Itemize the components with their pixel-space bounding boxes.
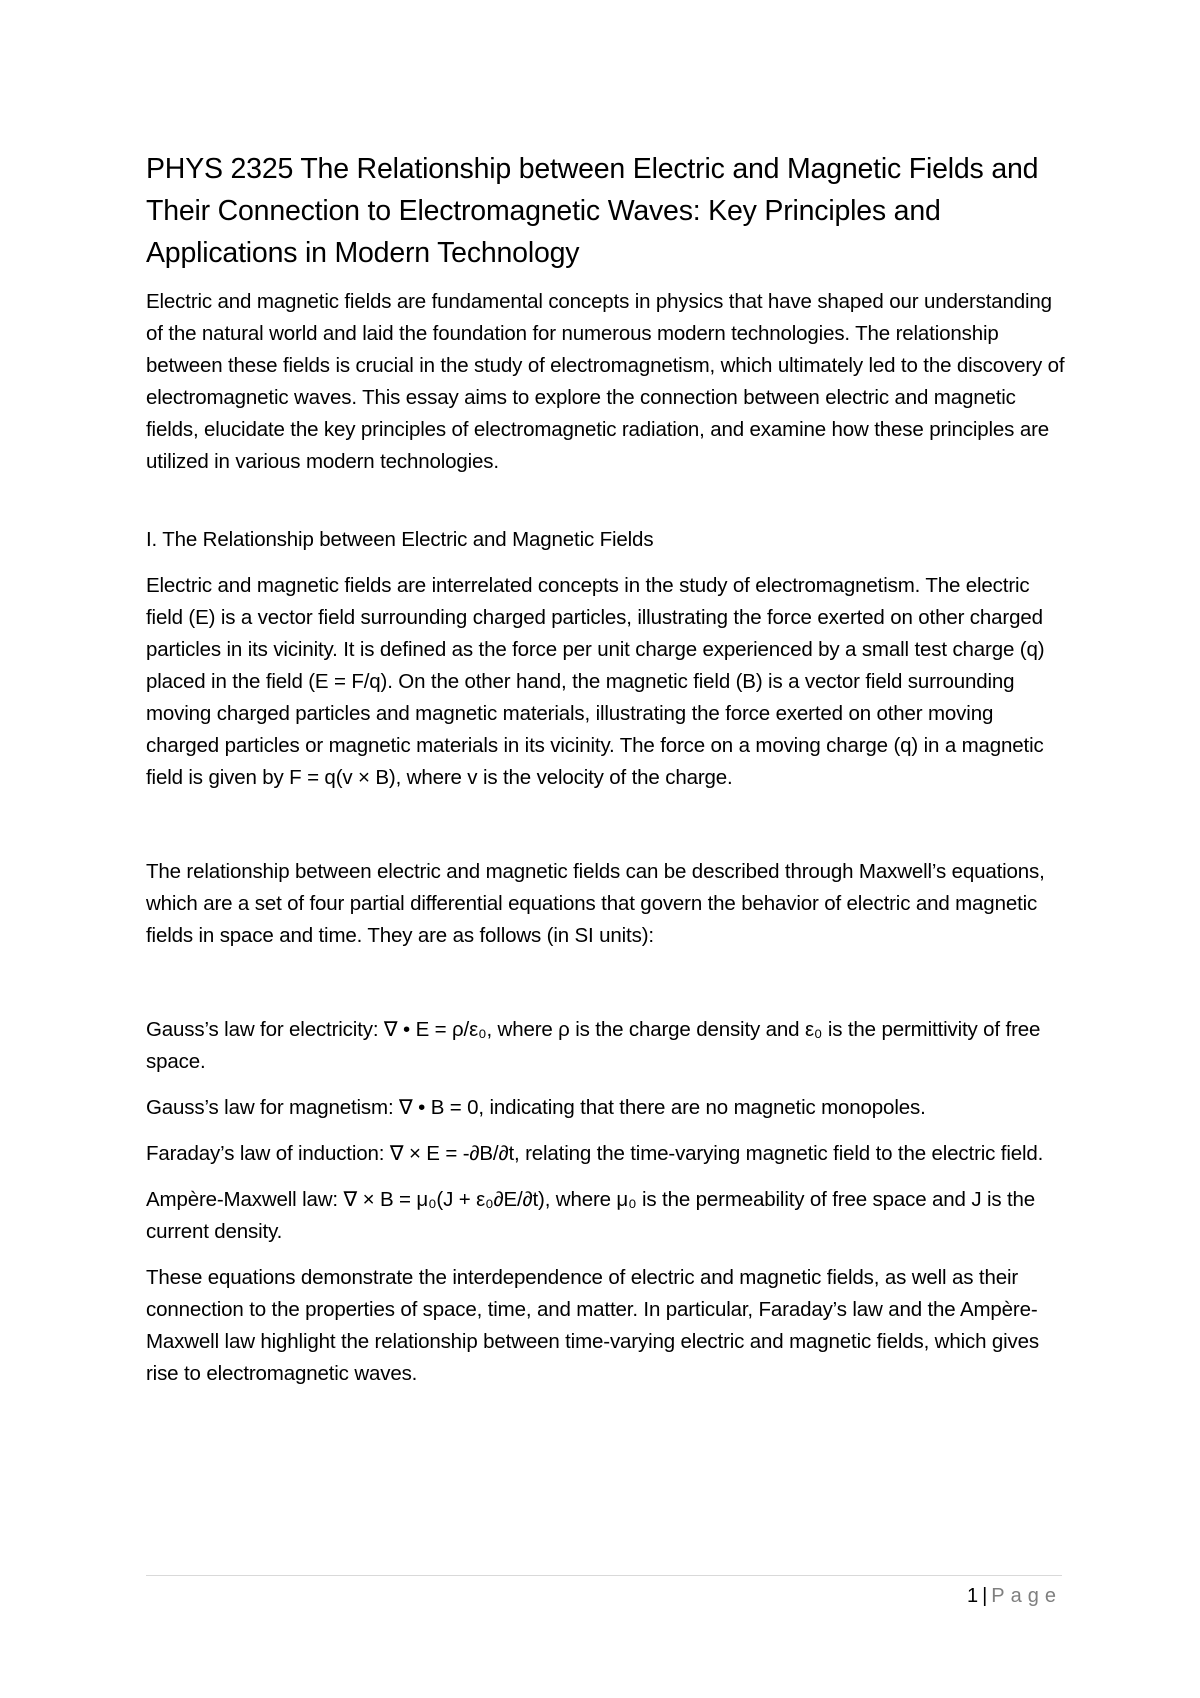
- footer-divider: [146, 1575, 1062, 1576]
- footer-separator: |: [982, 1585, 988, 1607]
- conclusion-paragraph: These equations demonstrate the interdependence of electric and magnetic fields, as well as their connection to the properties of space, time, and matter. In particular, Faraday’s law and the Ampère-Maxwell law highlight the relationship between time-varying electric and magnetic fields, which gives rise to electromagnetic waves.: [146, 1266, 1039, 1385]
- intro-paragraph: Electric and magnetic fields are fundamental concepts in physics that have shaped our understanding of the natural world and laid the foundation for numerous modern technologies. The relationship between these fields is crucial in the study of electromagnetism, which ultimately led to the discovery of electromagnetic waves. This essay aims to explore the connection between electric and magnetic fields, elucidate the key principles of electromagnetic radiation, and examine how these principles are utilized in various modern technologies.: [146, 290, 1065, 473]
- maxwell-intro-paragraph: The relationship between electric and magnetic fields can be described through Maxwell’s equations, which are a set of four partial differential equations that govern the behavior of electric and magnetic fields in space and time. They are as follows (in SI units):: [146, 860, 1045, 947]
- gauss-magnetic-equation: Gauss’s law for magnetism: ∇ • B = 0, indicating that there are no magnetic monopoles.: [146, 1096, 926, 1119]
- section-heading: I. The Relationship between Electric and Magnetic Fields: [146, 528, 654, 551]
- page-number: 1: [966, 1585, 979, 1607]
- fields-paragraph: Electric and magnetic fields are interrelated concepts in the study of electromagnetism. The electric field (E) is a vector field surrounding charged particles, illustrating the force exerted on other charged particles in its vicinity. It is defined as the force per unit charge experienced by a small test charge (q) placed in the field (E = F/q). On the other hand, the magnetic field (B) is a vector field surrounding moving charged particles and magnetic materials, illustrating the force exerted on other moving charged particles or magnetic materials in its vicinity. The force on a moving charge (q) in a magnetic field is given by F = q(v × B), where v is the velocity of the charge.: [146, 574, 1045, 789]
- page-footer: [967, 1582, 1062, 1610]
- document-body: [146, 148, 1066, 1390]
- gauss-electric-equation: Gauss’s law for electricity: ∇ • E = ρ/ε₀, where ρ is the charge density and ε₀ is the permittivity of free space.: [146, 1018, 1041, 1073]
- ampere-maxwell-equation: Ampère-Maxwell law: ∇ × B = μ₀(J + ε₀∂E/∂t), where μ₀ is the permeability of free space and J is the current density.: [146, 1188, 1036, 1243]
- faraday-equation: Faraday’s law of induction: ∇ × E = -∂B/∂t, relating the time-varying magnetic field to the electric field.: [146, 1142, 1044, 1165]
- page-label: Page: [991, 1585, 1062, 1607]
- document-title: PHYS 2325 The Relationship between Electric and Magnetic Fields and Their Connection to Electromagnetic Waves: Key Principles and Applications in Modern Technology: [146, 153, 1039, 269]
